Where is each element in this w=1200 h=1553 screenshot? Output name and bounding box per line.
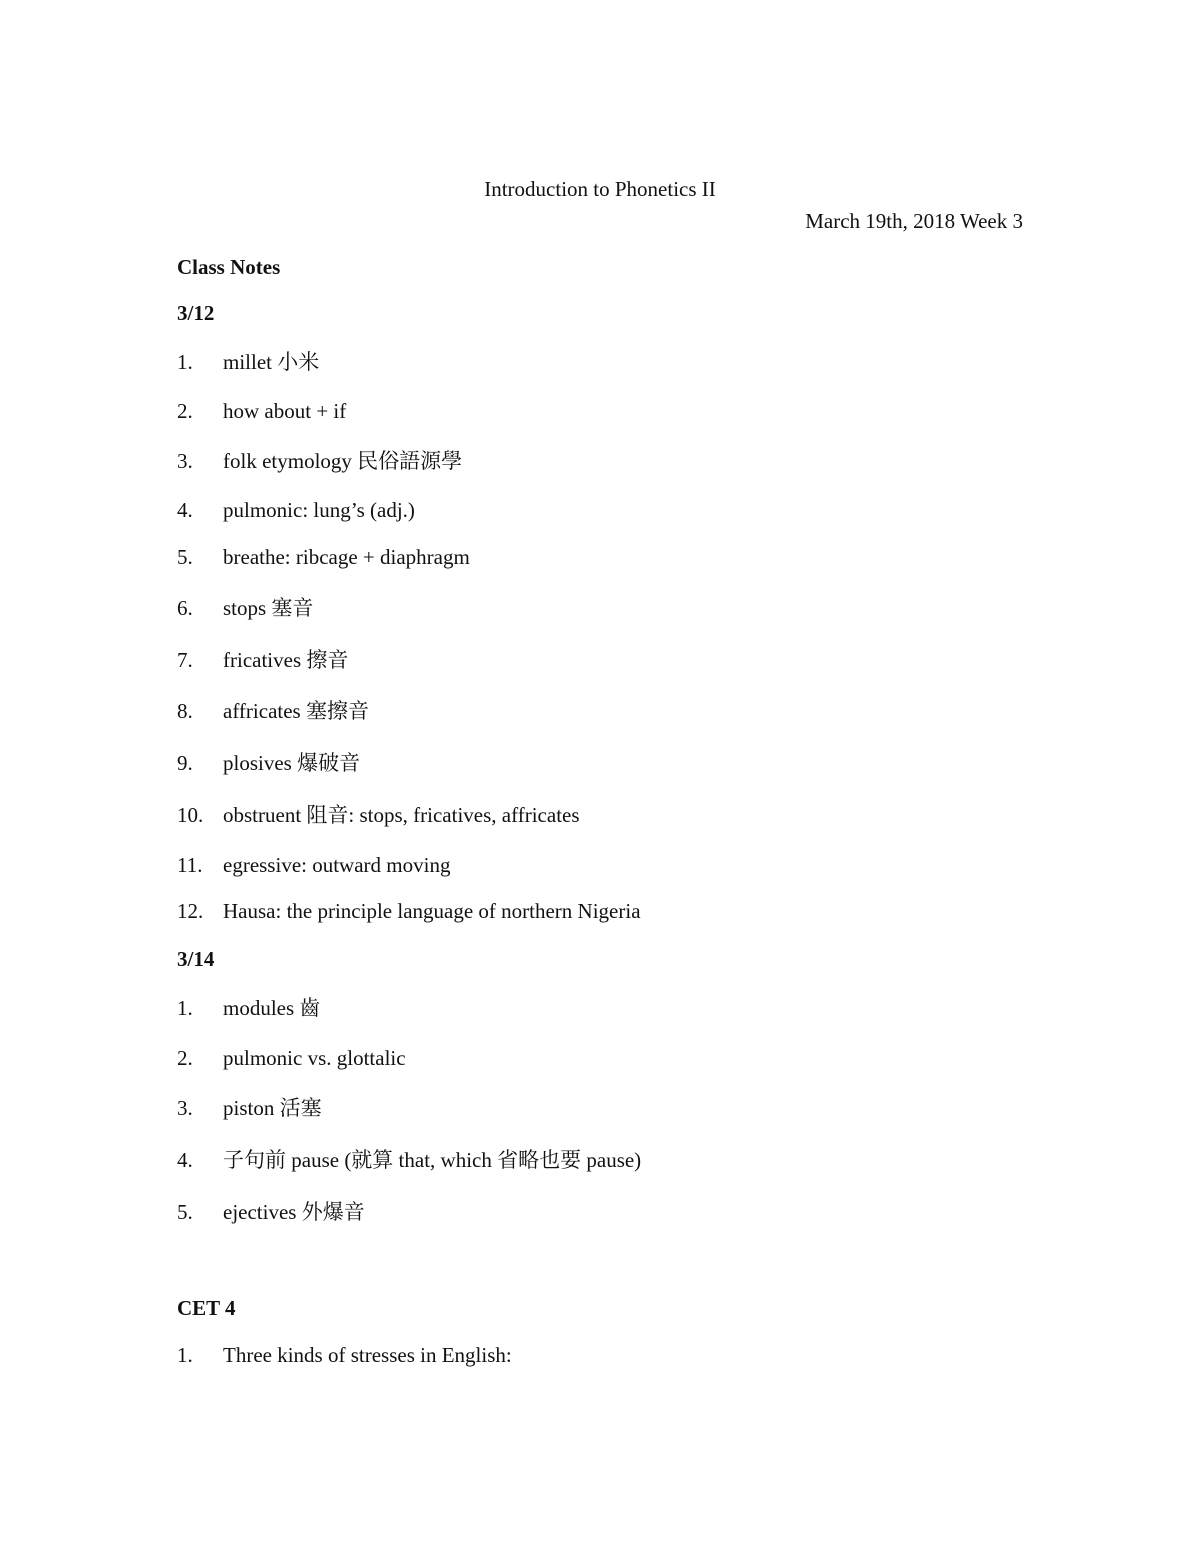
list-item-number: 7. bbox=[177, 648, 193, 672]
list-item-text: Three kinds of stresses in English: bbox=[223, 1343, 512, 1367]
list-item-number: 8. bbox=[177, 699, 193, 723]
list-item-text: millet 小米 bbox=[223, 350, 320, 374]
list-item-text: plosives 爆破音 bbox=[223, 751, 361, 775]
document-title: Introduction to Phonetics II bbox=[484, 177, 716, 201]
list-item bbox=[177, 800, 580, 830]
list-item bbox=[177, 896, 641, 926]
class-notes-heading: Class Notes bbox=[177, 255, 281, 279]
list-item-text: breathe: ribcage + diaphragm bbox=[223, 545, 470, 569]
list-item-text: stops 塞音 bbox=[223, 596, 314, 620]
list-item bbox=[177, 645, 348, 675]
list-item bbox=[177, 850, 450, 880]
date-line: March 19th, 2018 Week 3 bbox=[805, 209, 1023, 233]
day-heading-3-12: 3/12 bbox=[177, 301, 215, 325]
day-heading-3-14: 3/14 bbox=[177, 947, 215, 971]
list-item bbox=[177, 495, 415, 525]
list-item-number: 1. bbox=[177, 996, 193, 1020]
list-item bbox=[177, 1197, 365, 1227]
list-item-number: 5. bbox=[177, 545, 193, 569]
list-item-number: 6. bbox=[177, 596, 193, 620]
list-item bbox=[177, 1145, 641, 1175]
list-item-text: how about + if bbox=[223, 399, 347, 423]
list-item-text: Hausa: the principle language of northern Nigeria bbox=[223, 899, 641, 923]
list-item-text: egressive: outward moving bbox=[223, 853, 451, 877]
list-item bbox=[177, 1093, 322, 1123]
list-item-number: 4. bbox=[177, 498, 193, 522]
list-item-number: 2. bbox=[177, 399, 193, 423]
list-item-number: 10. bbox=[177, 803, 204, 827]
list-item-text: pulmonic: lung’s (adj.) bbox=[223, 498, 415, 522]
list-item bbox=[177, 748, 360, 778]
list-item bbox=[177, 696, 369, 726]
list-item bbox=[177, 446, 462, 476]
list-item bbox=[177, 993, 320, 1023]
list-item-text: 子句前 pause (就算 that, which 省略也要 pause) bbox=[223, 1148, 642, 1172]
list-item-text: pulmonic vs. glottalic bbox=[223, 1046, 406, 1070]
list-item bbox=[177, 396, 346, 426]
list-item bbox=[177, 347, 319, 377]
list-item-text: fricatives 擦音 bbox=[223, 648, 349, 672]
list-item-number: 5. bbox=[177, 1200, 193, 1224]
list-item-text: ejectives 外爆音 bbox=[223, 1200, 365, 1224]
list-item bbox=[177, 593, 313, 623]
list-item-number: 3. bbox=[177, 1096, 193, 1120]
list-item bbox=[177, 1340, 512, 1370]
list-item bbox=[177, 542, 470, 572]
list-item-text: folk etymology 民俗語源學 bbox=[223, 449, 463, 473]
list-item-text: obstruent 阻音: stops, fricatives, affricates bbox=[223, 803, 580, 827]
list-item-text: piston 活塞 bbox=[223, 1096, 322, 1120]
list-item-number: 11. bbox=[177, 853, 203, 877]
list-item-number: 4. bbox=[177, 1148, 193, 1172]
list-item-number: 3. bbox=[177, 449, 193, 473]
list-item-number: 2. bbox=[177, 1046, 193, 1070]
list-item-number: 9. bbox=[177, 751, 193, 775]
list-item bbox=[177, 1043, 406, 1073]
cet-heading: CET 4 bbox=[177, 1296, 236, 1320]
list-item-number: 1. bbox=[177, 1343, 193, 1367]
list-item-text: affricates 塞擦音 bbox=[223, 699, 369, 723]
list-item-number: 12. bbox=[177, 899, 204, 923]
list-item-number: 1. bbox=[177, 350, 193, 374]
list-item-text: modules 齒 bbox=[223, 996, 321, 1020]
